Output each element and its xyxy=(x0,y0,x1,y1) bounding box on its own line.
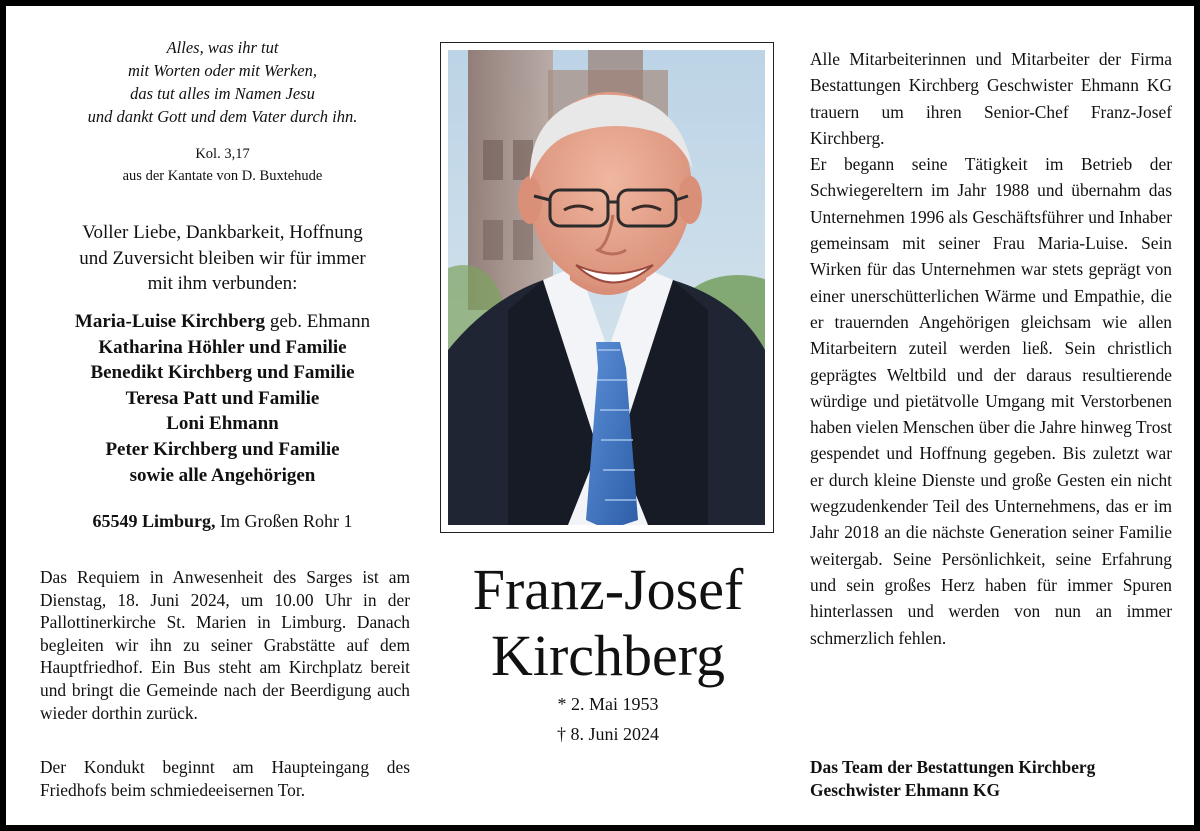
mourner-name: Benedikt Kirchberg und Familie xyxy=(90,362,355,384)
address-street: Im Großen Rohr 1 xyxy=(215,511,353,531)
tribute-line: Voller Liebe, Dankbarkeit, Hoffnung xyxy=(82,222,363,243)
birth-date: * 2. Mai 1953 xyxy=(557,694,659,714)
company-tribute xyxy=(810,46,1172,651)
mourner-name: Loni Ehmann xyxy=(166,413,279,435)
verse-reference xyxy=(40,143,405,187)
signature-line: Geschwister Ehmann KG xyxy=(810,780,1001,800)
mourner-entry xyxy=(40,411,405,437)
verse-line: und dankt Gott und dem Vater durch ihn. xyxy=(87,107,358,126)
verse-citation: Kol. 3,17 xyxy=(195,146,250,162)
mourner-entry xyxy=(40,386,405,412)
company-tribute-intro: Alle Mitarbeiterinnen und Mitarbeiter der Firma Bestattungen Kirchberg Geschwister Ehmann KG trauern um ihren Senior-Chef Franz-Josef Kirchberg. xyxy=(810,49,1172,148)
mourner-maiden-name: geb. Ehmann xyxy=(265,311,371,332)
tribute-line: und Zuversicht bleiben wir für immer xyxy=(79,247,366,269)
portrait-photo xyxy=(448,50,765,525)
tribute-text xyxy=(40,220,405,297)
mourner-name: Peter Kirchberg und Familie xyxy=(105,438,340,460)
mourner-name: Katharina Höhler und Familie xyxy=(98,336,347,358)
mourner-entry xyxy=(40,360,405,386)
mourner-entry xyxy=(40,463,405,489)
address-city: 65549 Limburg, xyxy=(92,511,216,531)
mourner-name: sowie alle Angehörigen xyxy=(129,464,316,486)
mourner-name: Teresa Patt und Familie xyxy=(125,387,320,409)
tribute-line: mit ihm verbunden: xyxy=(147,273,298,294)
mourner-entry xyxy=(40,309,405,335)
company-tribute-body: Er begann seine Tätigkeit im Betrieb der Schwiegereltern im Jahr 1988 und übernahm das Unternehmen 1996 als Geschäftsführer und Inhaber gemeinsam mit seiner Frau Maria-Luise. Sein Wirken für das Unternehmen war stets geprägt von einer unerschütterlichen Wärme und Empathie, die er trauernden Angehörigen gleichsam wie allen Mitarbeitern zuteil werden ließ. Sein christlich geprägtes Weltbild und der daraus resultierende würdige und pietätvolle Umgang mit Verstorbenen haben vielen Menschen über die Jahre hinweg Trost gespendet und Hoffnung gegeben. Bis zuletzt war er durch kleine Dienste und große Gesten ein nicht wegzudenkender Teil des Unternehmens, das er im Jahr 2018 an die nächste Generation seiner Familie weitergab. Seine Persönlichkeit, seine Erfahrung und sein großes Herz haben für immer Spuren hinterlassen und werden von nun an immer schmerzlich fehlen. xyxy=(810,154,1172,648)
signature-line: Das Team der Bestattungen Kirchberg xyxy=(810,757,1096,777)
family-address xyxy=(40,509,405,533)
verse-line: Alles, was ihr tut xyxy=(166,38,279,57)
kondukt-info: Der Kondukt beginnt am Haupteingang des Friedhofs beim schmiedeeisernen Tor. xyxy=(40,757,410,800)
bible-verse xyxy=(40,36,405,128)
mourner-entry xyxy=(40,437,405,463)
requiem-info: Das Requiem in Anwesenheit des Sarges ist am Dienstag, 18. Juni 2024, um 10.00 Uhr in der Pallottinerkirche St. Marien in Limburg. Danach begleiten wir ihn zu seiner Grabstätte auf dem Hauptfriedhof. Ein Bus steht am Kirchplatz bereit und bringt die Gemeinde nach der Beerdigung auch wieder dorthin zurück. xyxy=(40,567,410,723)
mourner-entry xyxy=(40,335,405,361)
portrait-frame xyxy=(440,42,774,533)
deceased-last-name: Kirchberg xyxy=(490,623,726,688)
verse-source: aus der Kantate von D. Buxtehude xyxy=(122,168,323,184)
verse-line: das tut alles im Namen Jesu xyxy=(130,84,315,103)
mourners-list xyxy=(40,309,405,488)
company-signature xyxy=(810,756,1172,802)
mourner-name: Maria-Luise Kirchberg xyxy=(74,311,266,332)
verse-line: mit Worten oder mit Werken, xyxy=(128,61,317,80)
deceased-first-name: Franz-Josef xyxy=(472,557,744,622)
death-date: † 8. Juni 2024 xyxy=(556,724,659,744)
